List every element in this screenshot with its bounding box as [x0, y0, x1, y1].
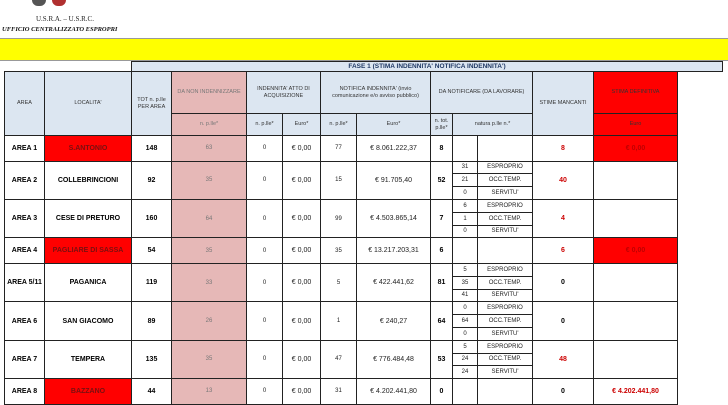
area-cell: AREA 3	[5, 199, 45, 237]
not-n-cell: 99	[321, 199, 357, 237]
dan-tot-cell: 8	[431, 136, 453, 162]
natura-count-cell: 35	[453, 276, 478, 289]
not-n-cell: 5	[321, 263, 357, 301]
col-localita: LOCALITA'	[45, 72, 132, 136]
natura-count-cell: 1	[453, 212, 478, 225]
col-stima-sub: Euro	[594, 114, 678, 136]
natura-type-cell: ESPROPRIO	[478, 263, 533, 276]
not-euro-cell: € 91.705,40	[357, 161, 431, 199]
table-row	[5, 238, 723, 251]
natura-count-cell: 0	[453, 302, 478, 315]
dan-tot-cell: 6	[431, 238, 453, 264]
stima-cell	[594, 199, 678, 237]
header-row	[5, 72, 723, 114]
not-n-cell: 1	[321, 302, 357, 340]
ind-euro-cell: € 0,00	[283, 379, 321, 405]
not-euro-cell: € 4.503.865,14	[357, 199, 431, 237]
table-row	[5, 340, 723, 353]
stima-cell: € 0,00	[594, 136, 678, 162]
col-not-n: n. p.lle*	[321, 114, 357, 136]
dan-tot-cell: 53	[431, 340, 453, 378]
not-euro-cell: € 8.061.222,37	[357, 136, 431, 162]
da-non-cell: 64	[172, 199, 247, 237]
tot-cell: 89	[132, 302, 172, 340]
table-row	[5, 263, 723, 276]
table-row	[5, 136, 723, 149]
natura-count-cell: 41	[453, 289, 478, 302]
da-non-cell: 35	[172, 161, 247, 199]
not-n-cell: 77	[321, 136, 357, 162]
natura-count-cell	[453, 238, 478, 264]
localita-cell: SAN GIACOMO	[45, 302, 132, 340]
col-da-non: DA NON INDENNIZZARE	[172, 72, 247, 114]
natura-type-cell: SERVITU'	[478, 187, 533, 200]
localita-cell: COLLEBRINCIONI	[45, 161, 132, 199]
natura-type-cell: SERVITU'	[478, 366, 533, 379]
natura-count-cell: 64	[453, 315, 478, 328]
stima-cell: € 0,00	[594, 238, 678, 264]
localita-cell: S.ANTONIO	[45, 136, 132, 162]
table-row	[5, 302, 723, 315]
natura-count-cell: 0	[453, 327, 478, 340]
dan-tot-cell: 7	[431, 199, 453, 237]
stima-cell	[594, 302, 678, 340]
stime-cell: 0	[533, 379, 594, 405]
natura-type-cell: ESPROPRIO	[478, 161, 533, 174]
col-notifica: NOTIFICA INDENNITA' (invio comunicazione e/o avviso pubblico)	[321, 72, 431, 114]
area-cell: AREA 2	[5, 161, 45, 199]
stima-cell	[594, 161, 678, 199]
natura-type-cell: ESPROPRIO	[478, 340, 533, 353]
natura-type-cell: OCC.TEMP.	[478, 353, 533, 366]
natura-type-cell: SERVITU'	[478, 327, 533, 340]
ind-euro-cell: € 0,00	[283, 340, 321, 378]
natura-type-cell: SERVITU'	[478, 225, 533, 238]
col-ind-euro: Euro*	[283, 114, 321, 136]
da-non-cell: 33	[172, 263, 247, 301]
usra-logo-icon	[32, 0, 46, 6]
area-cell: AREA 5/11	[5, 263, 45, 301]
not-euro-cell: € 422.441,62	[357, 263, 431, 301]
stime-cell: 8	[533, 136, 594, 162]
ind-n-cell: 0	[247, 238, 283, 264]
stime-cell: 40	[533, 161, 594, 199]
ind-n-cell: 0	[247, 199, 283, 237]
localita-cell: PAGANICA	[45, 263, 132, 301]
col-dan-natura: natura p.lle n.*	[453, 114, 533, 136]
da-non-cell: 26	[172, 302, 247, 340]
ind-euro-cell: € 0,00	[283, 263, 321, 301]
not-n-cell: 35	[321, 238, 357, 264]
area-cell: AREA 8	[5, 379, 45, 405]
ind-n-cell: 0	[247, 136, 283, 162]
tot-cell: 135	[132, 340, 172, 378]
not-n-cell: 31	[321, 379, 357, 405]
ind-euro-cell: € 0,00	[283, 161, 321, 199]
not-euro-cell: € 4.202.441,80	[357, 379, 431, 405]
usrc-logo-icon	[52, 0, 66, 6]
stime-cell: 0	[533, 302, 594, 340]
natura-count-cell: 21	[453, 174, 478, 187]
natura-count-cell: 24	[453, 353, 478, 366]
ind-n-cell: 0	[247, 379, 283, 405]
col-tot: TOT n. p.lle PER AREA	[132, 72, 172, 136]
natura-count-cell	[453, 136, 478, 162]
stime-cell: 6	[533, 238, 594, 264]
fase-title: FASE 1 (STIMA INDENNITA' NOTIFICA INDENNITA')	[132, 62, 723, 72]
ind-n-cell: 0	[247, 302, 283, 340]
col-dan-tot: n. tot. p.lle*	[431, 114, 453, 136]
not-euro-cell: € 240,27	[357, 302, 431, 340]
col-stima: STIMA DEFINITIVA	[594, 72, 678, 114]
natura-type-cell	[478, 136, 533, 162]
dan-tot-cell: 0	[431, 379, 453, 405]
col-stime: STIME MANCANTI	[533, 72, 594, 136]
ind-euro-cell: € 0,00	[283, 302, 321, 340]
office-name: UFFICIO CENTRALIZZATO ESPROPRI	[2, 26, 118, 33]
natura-type-cell: OCC.TEMP.	[478, 276, 533, 289]
natura-count-cell: 24	[453, 366, 478, 379]
col-da-notificare: DA NOTIFICARE (DA LAVORARE)	[431, 72, 533, 114]
natura-type-cell: SERVITU'	[478, 289, 533, 302]
table-row	[5, 379, 723, 392]
page-header	[0, 0, 728, 38]
ind-n-cell: 0	[247, 161, 283, 199]
stima-cell: € 4.202.441,80	[594, 379, 678, 405]
ind-n-cell: 0	[247, 263, 283, 301]
natura-count-cell: 0	[453, 187, 478, 200]
tot-cell: 148	[132, 136, 172, 162]
natura-type-cell	[478, 379, 533, 405]
natura-count-cell: 6	[453, 199, 478, 212]
table-row	[5, 161, 723, 174]
ind-n-cell: 0	[247, 340, 283, 378]
tot-cell: 92	[132, 161, 172, 199]
localita-cell: BAZZANO	[45, 379, 132, 405]
tot-cell: 160	[132, 199, 172, 237]
tot-cell: 54	[132, 238, 172, 264]
col-not-euro: Euro*	[357, 114, 431, 136]
area-cell: AREA 7	[5, 340, 45, 378]
stime-cell: 48	[533, 340, 594, 378]
not-n-cell: 47	[321, 340, 357, 378]
esproprio-table	[4, 61, 723, 405]
da-non-cell: 35	[172, 340, 247, 378]
dan-tot-cell: 52	[431, 161, 453, 199]
localita-cell: PAGLIARE DI SASSA	[45, 238, 132, 264]
natura-count-cell	[453, 379, 478, 405]
tot-cell: 44	[132, 379, 172, 405]
col-area: AREA	[5, 72, 45, 136]
natura-type-cell: ESPROPRIO	[478, 302, 533, 315]
da-non-cell: 63	[172, 136, 247, 162]
tot-cell: 119	[132, 263, 172, 301]
stime-cell: 4	[533, 199, 594, 237]
yellow-banner	[0, 38, 728, 61]
stima-cell	[594, 340, 678, 378]
table-row	[5, 199, 723, 212]
ind-euro-cell: € 0,00	[283, 136, 321, 162]
da-non-cell: 35	[172, 238, 247, 264]
col-indennita: INDENNITA' ATTO DI ACQUISIZIONE	[247, 72, 321, 114]
natura-count-cell: 5	[453, 340, 478, 353]
col-ind-n: n. p.lle*	[247, 114, 283, 136]
area-cell: AREA 6	[5, 302, 45, 340]
ind-euro-cell: € 0,00	[283, 199, 321, 237]
natura-type-cell: OCC.TEMP.	[478, 212, 533, 225]
localita-cell: CESE DI PRETURO	[45, 199, 132, 237]
not-euro-cell: € 13.217.203,31	[357, 238, 431, 264]
dan-tot-cell: 64	[431, 302, 453, 340]
not-n-cell: 15	[321, 161, 357, 199]
ind-euro-cell: € 0,00	[283, 238, 321, 264]
org-name: U.S.R.A. – U.S.R.C.	[36, 15, 94, 23]
natura-type-cell: OCC.TEMP.	[478, 315, 533, 328]
natura-count-cell: 0	[453, 225, 478, 238]
natura-count-cell: 5	[453, 263, 478, 276]
natura-type-cell: OCC.TEMP.	[478, 174, 533, 187]
area-cell: AREA 4	[5, 238, 45, 264]
stima-cell	[594, 263, 678, 301]
da-non-cell: 13	[172, 379, 247, 405]
localita-cell: TEMPERA	[45, 340, 132, 378]
natura-type-cell	[478, 238, 533, 264]
natura-count-cell: 31	[453, 161, 478, 174]
col-da-non-sub: n. p.lle*	[172, 114, 247, 136]
stime-cell: 0	[533, 263, 594, 301]
fase-row	[5, 62, 723, 72]
natura-type-cell: ESPROPRIO	[478, 199, 533, 212]
area-cell: AREA 1	[5, 136, 45, 162]
not-euro-cell: € 776.484,48	[357, 340, 431, 378]
dan-tot-cell: 81	[431, 263, 453, 301]
